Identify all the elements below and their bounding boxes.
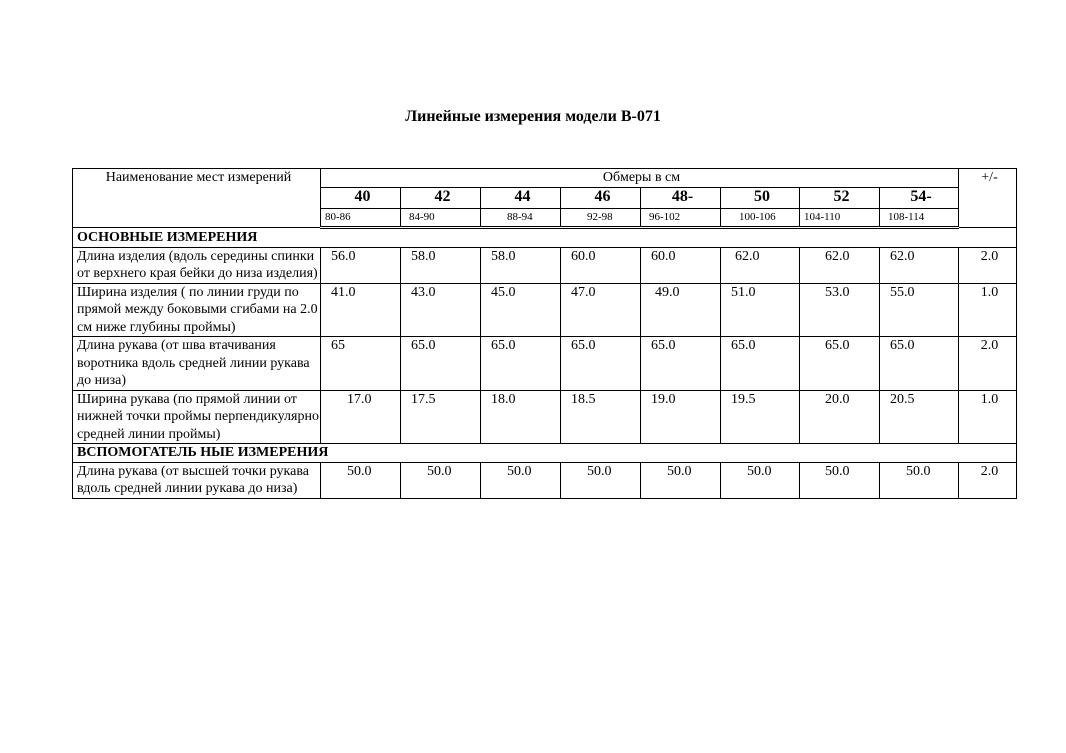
measurement-row <box>73 247 1017 283</box>
measurement-value: 65 <box>321 337 401 391</box>
tolerance-column-header: +/- <box>959 169 1017 228</box>
measurement-value: 50.0 <box>800 462 880 498</box>
measurement-value: 20.0 <box>800 390 880 444</box>
size-range: 104-110 <box>800 208 880 228</box>
measurement-value: 49.0 <box>641 283 721 337</box>
measurement-value: 55.0 <box>880 283 959 337</box>
measurement-value: 50.0 <box>321 462 401 498</box>
tolerance-value: 1.0 <box>959 390 1017 444</box>
document-title: Линейные измерения модели В-071 <box>405 108 661 125</box>
measurement-value: 18.0 <box>481 390 561 444</box>
tolerance-value: 1.0 <box>959 283 1017 337</box>
size-range: 88-94 <box>481 208 561 228</box>
measurement-label: Длина изделия (вдоль середины спинки от верхнего края бейки до низа изделия) <box>73 247 321 283</box>
measurement-value: 65.0 <box>641 337 721 391</box>
measurements-table <box>72 168 1017 499</box>
measurement-value: 58.0 <box>401 247 481 283</box>
measurement-value: 50.0 <box>561 462 641 498</box>
measurement-value: 58.0 <box>481 247 561 283</box>
measurement-label: Ширина рукава (по прямой линии от нижней точки проймы перпендикулярно средней линии проймы) <box>73 390 321 444</box>
size-header: 40 <box>321 187 401 208</box>
measurement-label: Длина рукава (от шва втачивания воротника вдоль средней линии рукава до низа) <box>73 337 321 391</box>
tolerance-value: 2.0 <box>959 462 1017 498</box>
measurement-value: 17.5 <box>401 390 481 444</box>
size-range: 84-90 <box>401 208 481 228</box>
measurement-value: 53.0 <box>800 283 880 337</box>
size-range: 80-86 <box>321 208 401 228</box>
measurement-value: 19.5 <box>721 390 800 444</box>
measurement-label: Ширина изделия ( по линии груди по прямой между боковыми сгибами на 2.0 см ниже глубины проймы) <box>73 283 321 337</box>
tolerance-value: 2.0 <box>959 247 1017 283</box>
size-header: 48- <box>641 187 721 208</box>
measurement-value: 50.0 <box>641 462 721 498</box>
measurement-row <box>73 337 1017 391</box>
measurement-value: 50.0 <box>401 462 481 498</box>
measurement-value: 62.0 <box>721 247 800 283</box>
name-column-header: Наименование мест измерений <box>73 169 321 228</box>
measurement-row <box>73 462 1017 498</box>
measurement-value: 45.0 <box>481 283 561 337</box>
section-row <box>73 228 1017 248</box>
measurement-value: 51.0 <box>721 283 800 337</box>
measurement-label: Длина рукава (от высшей точки рукава вдоль средней линии рукава до низа) <box>73 462 321 498</box>
section-title: ВСПОМОГАТЕЛЬ НЫЕ ИЗМЕРЕНИЯ <box>73 444 1017 463</box>
size-header: 44 <box>481 187 561 208</box>
section-row <box>73 444 1017 463</box>
measurement-value: 56.0 <box>321 247 401 283</box>
measurement-value: 18.5 <box>561 390 641 444</box>
measurement-value: 20.5 <box>880 390 959 444</box>
size-header: 46 <box>561 187 641 208</box>
section-title: ОСНОВНЫЕ ИЗМЕРЕНИЯ <box>73 228 1017 248</box>
measurement-value: 65.0 <box>800 337 880 391</box>
measurement-value: 62.0 <box>880 247 959 283</box>
measurement-value: 65.0 <box>561 337 641 391</box>
measurement-value: 65.0 <box>721 337 800 391</box>
measurement-row <box>73 390 1017 444</box>
measurement-value: 50.0 <box>880 462 959 498</box>
size-range: 92-98 <box>561 208 641 228</box>
measurement-value: 19.0 <box>641 390 721 444</box>
measurement-value: 41.0 <box>321 283 401 337</box>
measurement-value: 50.0 <box>481 462 561 498</box>
measurement-value: 43.0 <box>401 283 481 337</box>
size-range: 108-114 <box>880 208 959 228</box>
size-header: 52 <box>800 187 880 208</box>
measurement-row <box>73 283 1017 337</box>
size-header: 54- <box>880 187 959 208</box>
measurement-value: 47.0 <box>561 283 641 337</box>
measurement-value: 60.0 <box>561 247 641 283</box>
tolerance-value: 2.0 <box>959 337 1017 391</box>
measurement-value: 62.0 <box>800 247 880 283</box>
header-row-group <box>73 169 1017 188</box>
measurement-value: 65.0 <box>481 337 561 391</box>
measurements-group-header: Обмеры в см <box>321 169 959 188</box>
measurement-value: 50.0 <box>721 462 800 498</box>
size-header: 50 <box>721 187 800 208</box>
measurement-value: 60.0 <box>641 247 721 283</box>
measurement-value: 65.0 <box>401 337 481 391</box>
size-range: 96-102 <box>641 208 721 228</box>
measurement-value: 65.0 <box>880 337 959 391</box>
measurement-value: 17.0 <box>321 390 401 444</box>
size-header: 42 <box>401 187 481 208</box>
size-range: 100-106 <box>721 208 800 228</box>
